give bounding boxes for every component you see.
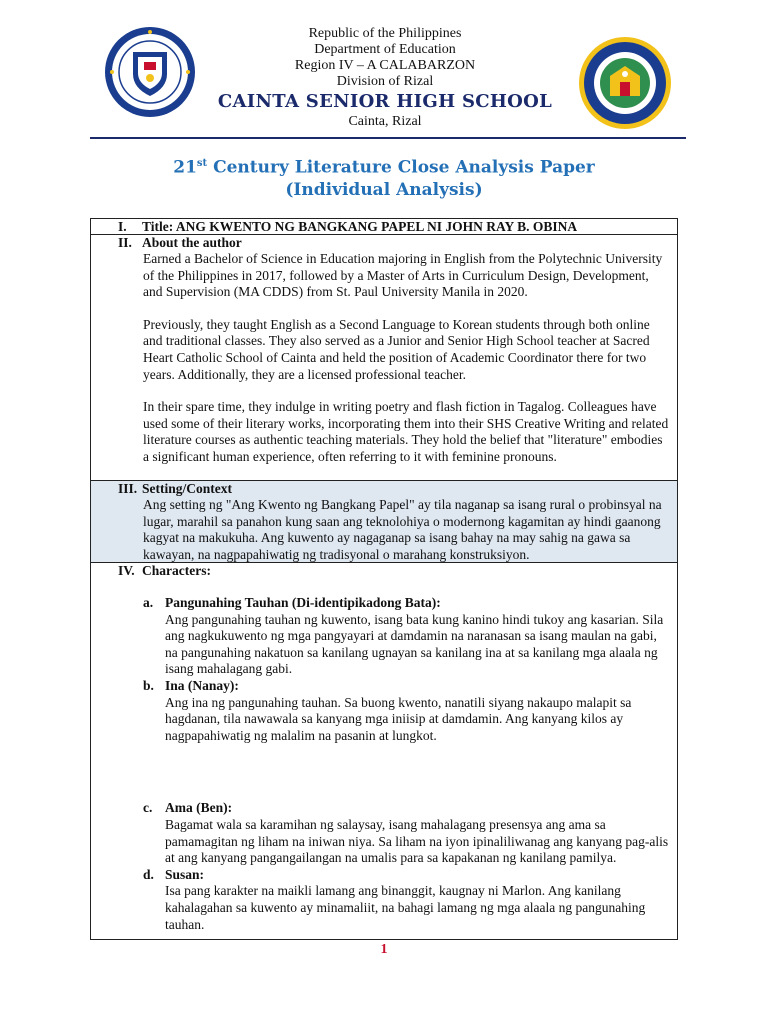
letterhead-line-division: Division of Rizal [336, 74, 434, 89]
school-seal-logo [578, 36, 672, 130]
setting-text: Ang setting ng "Ang Kwento ng Bangkang Papel" ay tila naganap sa isang rural o probinsyal na lugar, marahil sa panahon kung saan ang teknolohiya o modernong kagamitan ay hindi gaanong kagyat na makukuha. Ang kuwento ay nagaganap sa isang bahay na may sahig na gawa sa kawayan, na nagpapahiwatig ng tradisyonal o marahang konstruksiyon. [143, 497, 662, 562]
page-number: 1 [380, 942, 388, 957]
title-superscript: st [196, 158, 208, 169]
character-name: Ina (Nanay): [165, 677, 239, 693]
character-name: Ama (Ben): [165, 800, 233, 816]
deped-seal-logo [104, 26, 196, 118]
section-characters-row [91, 563, 677, 939]
character-list [91, 579, 677, 933]
section-author-label: About the author [142, 235, 242, 250]
character-item [143, 678, 669, 744]
character-name: Susan: [165, 866, 205, 882]
document-title-line2: (Individual Analysis) [285, 179, 483, 200]
author-bio [91, 251, 677, 466]
section-setting-label: Setting/Context [142, 481, 232, 496]
letterhead-line-region: Region IV – A CALABARZON [294, 58, 476, 73]
section-title-label: Title: ANG KWENTO NG BANGKANG PAPEL NI JOHN RAY B. OBINA [142, 219, 578, 234]
section-number: II. [118, 235, 132, 250]
document-title [60, 153, 708, 201]
section-author-row [91, 235, 677, 481]
school-location: Cainta, Rizal [348, 114, 422, 129]
title-prefix: 21 [173, 157, 197, 178]
author-paragraph: Previously, they taught English as a Second Language to Korean students through both online and traditional classes. They also served as a Junior and Senior High School teacher at Sacred Heart Catholic School of Cainta and held the position of Academic Coordinator there for two years. Additionally, they are a licensed professional teacher. [143, 316, 650, 382]
header-divider [90, 137, 686, 139]
character-description: Ang pangunahing tauhan ng kuwento, isang bata kung kanino hindi tukoy ang kasarian. Sila ang nagkukuwento ng mga pangyayari at damdamin na naranasan sa isang maulan na gabi, na pangunahing nakatuon sa kanilang ugnayan sa kanilang ina at sa kanilang mga alaala ng isang mahalagang gabi. [165, 611, 664, 677]
letterhead [200, 26, 570, 130]
character-item [143, 595, 669, 678]
character-description: Isa pang karakter na maikli lamang ang binanggit, kaugnay ni Marlon. Ang kanilang kahalagahan sa kuwento ay minamaliit, na bahagi lamang ng mga alaala ng pangunahing tauhan. [165, 883, 646, 932]
section-characters-label: Characters: [142, 563, 211, 578]
letterhead-line-department: Department of Education [314, 42, 456, 57]
section-title-row [91, 219, 677, 235]
author-paragraph: Earned a Bachelor of Science in Education majoring in English from the Polytechnic University of the Philippines in 2017, followed by a Master of Arts in Curriculum Design, Development, and Supervision (MA CDDS) from St. Paul University Manila in 2020. [143, 251, 663, 300]
character-name: Pangunahing Tauhan (Di-identipikadong Bata): [165, 595, 441, 610]
character-item [143, 867, 669, 933]
section-number: IV. [118, 563, 135, 578]
character-item [143, 800, 669, 866]
letterhead-line-republic: Republic of the Philippines [308, 26, 462, 41]
title-rest: Century Literature Close Analysis Paper [207, 157, 595, 178]
character-letter: b. [143, 677, 154, 693]
character-letter: a. [143, 595, 154, 610]
character-description: Ang ina ng pangunahing tauhan. Sa buong kwento, nanatili siyang nakaupo malapit sa hagdanan, tila nawawala sa kanyang mga iniisip at damdamin. Ang kanyang kilos ay nagpapahiwatig ng malalim na pasanin at lungkot. [165, 694, 632, 743]
document-title-line1 [60, 153, 708, 179]
section-number: III. [118, 481, 138, 496]
character-description: Bagamat wala sa karamihan ng salaysay, isang mahalagang presensya ang ama sa pamamagitan ng liham na iniwan niya. Sa liham na iyon ipinaliliwanag ang kanyang pag-alis at ang kanyang pangangailangan na umalis para sa kapakanan ng kanilang pamilya. [165, 816, 669, 866]
analysis-table [90, 218, 678, 940]
character-letter: c. [143, 800, 153, 816]
author-paragraph: In their spare time, they indulge in writing poetry and flash fiction in Tagalog. Colleagues have used some of their literary works, incorporating them into their SHS Creative Writing and related literature courses as authentic teaching materials. They hold the belief that "literature" embodies a significant human experience, often referring to it with feminine pronouns. [143, 399, 669, 464]
character-letter: d. [143, 866, 154, 882]
section-setting-row [91, 481, 677, 563]
section-number: I. [118, 219, 127, 234]
school-name: CAINTA SENIOR HIGH SCHOOL [217, 91, 553, 112]
